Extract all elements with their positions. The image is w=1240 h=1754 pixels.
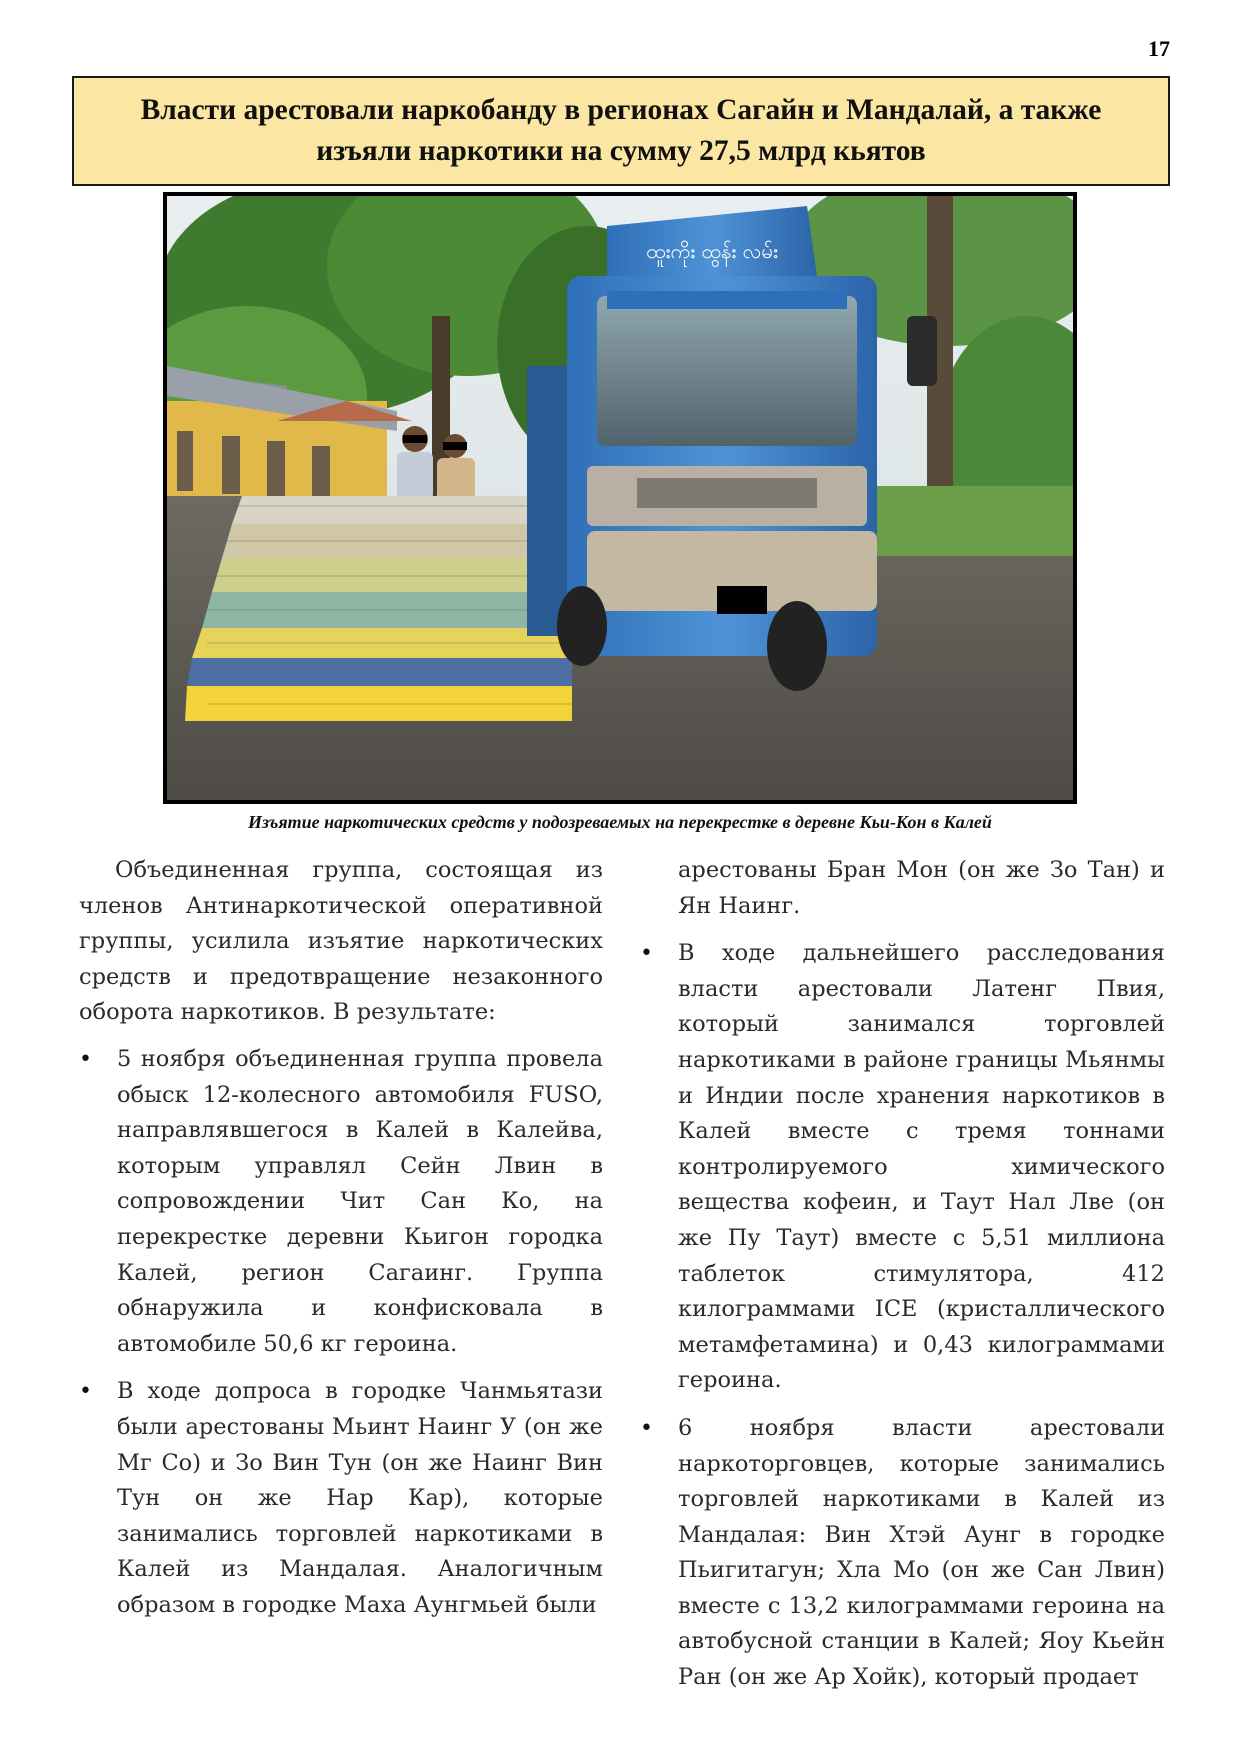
article-intro: Объединенная группа, состоящая из членов Антинаркотической оперативной группы, усилила изъятие наркотических средств и предотвращение незаконного оборота наркотиков. В результате: — [79, 857, 603, 1026]
bullet-list-left — [79, 1042, 603, 1624]
headline: Власти арестовали наркобанду в регионах Сагайн и Мандалай, а также изъяли наркотики на сумму 27,5 млрд кьятов — [140, 94, 1102, 167]
bullet-icon: • — [640, 941, 653, 967]
bullet-icon: • — [640, 1415, 653, 1441]
bullet-list-right — [640, 936, 1165, 1695]
list-item: • В ходе допроса в городке Чанмьятази были арестованы Мьинт Наинг У (он же Мг Со) и Зо Вин Тун (он же Наинг Вин Тун он же Нар Кар), которые занимались торговлей наркотиками в Калей из Мандалая. Аналогичным образом в городке Маха Аунгмьей были — [79, 1374, 603, 1623]
list-item: • 6 ноября власти арестовали наркоторговцев, которые занимались торговлей наркотиками в Калей из Мандалая: Вин Хтэй Аунг в городке Пьигитагун; Хла Мо (он же Сан Лвин) вместе с 13,2 килограммами героина на автобусной станции в Калей; Яоу Кьейн Ран (он же Ар Хойк), который продает — [640, 1411, 1165, 1696]
bullet-icon: • — [79, 1379, 92, 1405]
continued-text: арестованы Бран Мон (он же Зо Тан) и Ян Наинг. — [678, 857, 1165, 919]
page-number: 17 — [1148, 36, 1170, 61]
truck-sign-text: ထူးကိုး ထွန်း လမ်း — [646, 239, 778, 263]
news-photo — [163, 192, 1077, 804]
seized-drug-packages — [185, 496, 572, 721]
bullet-icon: • — [79, 1046, 92, 1072]
headline-box — [72, 76, 1170, 186]
list-item: • В ходе дальнейшего расследования власти арестовали Латенг Пвия, который занимался торговлей наркотиками в районе границы Мьянмы и Индии после хранения наркотиков в Калей вместе с тремя тоннами контролируемого химического вещества кофеин, и Таут Нал Лве (он же Пу Таут) вместе с 5,51 миллиона таблеток стимулятора, 412 килограммами ICE (кристаллического метамфетамина) и 0,43 килограммами героина. — [640, 936, 1165, 1399]
list-item: • 5 ноября объединенная группа провела обыск 12-колесного автомобиля FUSO, направлявшегося в Калей в Калейва, которым управлял Сейн Лвин в сопровождении Чит Сан Ко, на перекрестке деревни Кьигон городка Калей, регион Сагаинг. Группа обнаружила и конфисковала в автомобиле 50,6 кг героина. — [79, 1042, 603, 1362]
photo-caption: Изъятие наркотических средств у подозреваемых на перекрестке в деревне Кьи-Кон в Калей — [248, 812, 992, 832]
article-column-right — [640, 853, 1165, 1708]
article-column-left — [79, 853, 603, 1635]
